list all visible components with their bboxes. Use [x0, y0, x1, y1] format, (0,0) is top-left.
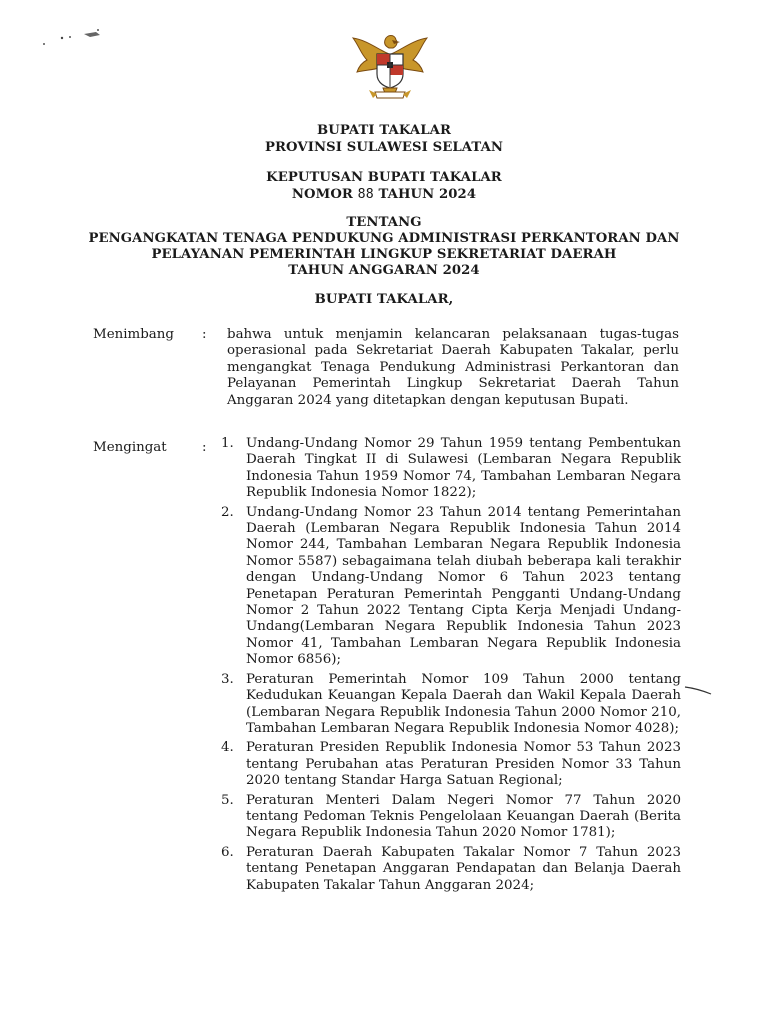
header-province: PROVINSI SULAWESI SELATAN: [264, 140, 504, 155]
menimbang-text: bahwa untuk menjamin kelancaran pelaksanaan tugas-tugas operasional pada Sekretariat Daerah Kabupaten Takalar, perlu mengangkat Tenaga Pendukung Administrasi Perkantoran dan Pelayanan Pemerintah Lingkup Sekretariat Daerah Tahun Anggaran 2024 yang ditetapkan dengan keputusan Bupati.: [227, 327, 679, 408]
list-item-number: 4.: [221, 740, 234, 756]
list-item-number: 6.: [221, 844, 234, 860]
mengingat-label: Mengingat: [93, 440, 167, 455]
list-item-text: Undang-Undang Nomor 29 Tahun 1959 tentang Pembentukan Daerah Tingkat II di Sulawesi (Lembaran Negara Republik Indonesia Tahun 1959 Nomor 74, Tambahan Lembaran Negara Republik Indonesia Nomor 1822);: [246, 436, 681, 501]
list-item: [221, 672, 681, 738]
list-item: [221, 793, 681, 842]
list-item: [221, 436, 681, 502]
decree-number-value: 88: [357, 187, 374, 202]
list-item-number: 1.: [221, 436, 234, 451]
decree-number-suffix: TAHUN 2024: [378, 187, 477, 202]
list-item-text: Peraturan Menteri Dalam Negeri Nomor 77 Tahun 2020 tentang Pedoman Teknis Pengelolaan Keuangan Daerah (Berita Negara Republik Indonesia Tahun 2020 Nomor 1781);: [246, 792, 681, 841]
decree-number: [40, 186, 728, 203]
decree-title: KEPUTUSAN BUPATI TAKALAR: [266, 170, 502, 185]
header-office: BUPATI TAKALAR: [316, 123, 452, 138]
list-item-text: Peraturan Presiden Republik Indonesia Nomor 53 Tahun 2023 tentang Perubahan atas Peraturan Presiden Nomor 33 Tahun 2020 tentang Standar Harga Satuan Regional;: [246, 740, 681, 789]
list-item-number: 2.: [221, 504, 234, 520]
list-item-text: Peraturan Daerah Kabupaten Takalar Nomor 7 Tahun 2023 tentang Penetapan Anggaran Pendapatan dan Belanja Daerah Kabupaten Takalar Tahun Anggaran 2024;: [246, 844, 681, 893]
decree-number-prefix: NOMOR: [291, 187, 353, 202]
subject-line-2: PELAYANAN PEMERINTAH LINGKUP SEKRETARIAT DAERAH: [151, 247, 617, 262]
list-item: [221, 505, 681, 669]
subject-line-3: TAHUN ANGGARAN 2024: [288, 263, 480, 278]
mengingat-colon: :: [202, 440, 207, 455]
mengingat-list: [221, 436, 681, 897]
list-item-number: 3.: [221, 671, 234, 687]
subject-line-1: PENGANGKATAN TENAGA PENDUKUNG ADMINISTRASI PERKANTORAN DAN: [88, 231, 680, 246]
list-item-number: 5.: [221, 792, 234, 808]
menimbang-label: Menimbang: [93, 327, 174, 342]
list-item-text: Peraturan Pemerintah Nomor 109 Tahun 2000 tentang Kedudukan Keuangan Kepala Daerah dan Wakil Kepala Daerah (Lembaran Negara Republik Indonesia Tahun 2000 Nomor 210, Tambahan Lembaran Negara Republik Indonesia Nomor 4028);: [246, 671, 681, 736]
about-heading: TENTANG: [346, 215, 422, 230]
authority-heading: BUPATI TAKALAR,: [314, 292, 454, 307]
menimbang-colon: :: [202, 327, 207, 342]
scan-specks: [40, 24, 120, 50]
list-item: [221, 740, 681, 789]
pen-mark: [683, 684, 713, 696]
list-item-text: Undang-Undang Nomor 23 Tahun 2014 tentang Pemerintahan Daerah (Lembaran Negara Republik Indonesia Tahun 2014 Nomor 244, Tambahan Lembaran Negara Republik Indonesia Nomor 5587) sebagaimana telah diubah beberapa kali terakhir dengan Undang-Undang Nomor 6 Tahun 2023 tentang Penetapan Peraturan Pemerintah Pengganti Undang-Undang Nomor 2 Tahun 2022 Tentang Cipta Kerja Menjadi Undang-Undang(Lembaran Negara Republik Indonesia Tahun 2023 Nomor 41, Tambahan Lembaran Negara Republik Indonesia Nomor 6856);: [246, 504, 681, 668]
list-item: [221, 845, 681, 894]
garuda-emblem-icon: [345, 32, 435, 104]
